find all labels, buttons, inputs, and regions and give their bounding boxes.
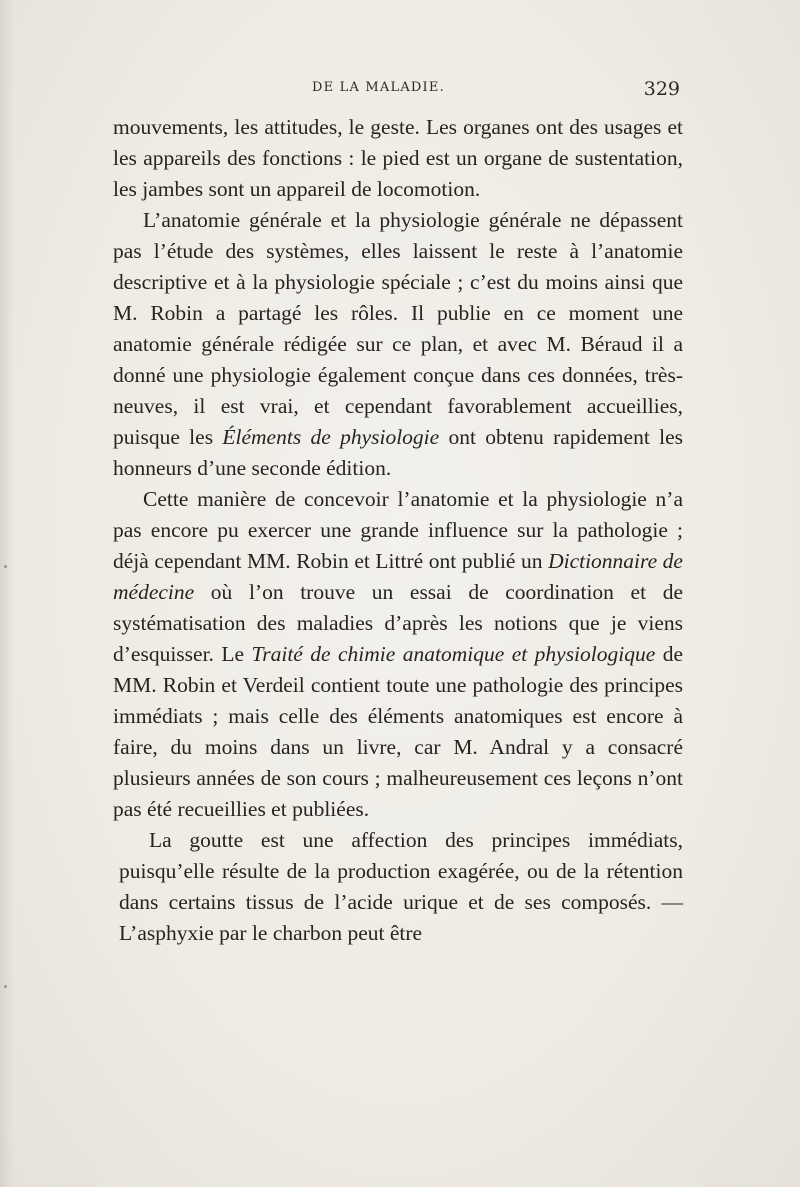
paragraph-2: [113, 205, 683, 484]
book-title-dictionnaire-de-medecine: Dictionnaire de médecine: [113, 549, 683, 604]
text-segment: La goutte est une affection des principes immédiats, puisqu’elle résulte de la production exagérée, ou de la rétention dans certains tissus de l’acide urique et de ses composés. — L’asphyxie par le charbon peut être: [119, 828, 683, 945]
page-number: 329: [643, 78, 680, 100]
paper-speck: [4, 565, 7, 568]
text-segment: mouvements, les attitudes, le geste. Les organes ont des usages et les appareils des fonctions : le pied est un organe de sustentation, les jambes sont un appareil de locomotion.: [113, 115, 683, 201]
body-text: [113, 112, 683, 949]
text-segment: où l’on trouve un essai de coordination et de systématisation des maladies d’après les notions que je viens d’esquisser. Le: [113, 580, 683, 666]
paper-speck: [4, 985, 7, 988]
book-title-traite-de-chimie: Traité de chimie anatomique et physiologique: [251, 642, 656, 666]
text-segment: ont obtenu rapidement les honneurs d’une seconde édition.: [113, 425, 683, 480]
page-gutter-shadow: [0, 0, 14, 1187]
page-header: [112, 78, 682, 102]
running-head: DE LA MALADIE.: [312, 80, 445, 95]
text-segment: L’anatomie générale et la physiologie générale ne dépassent pas l’étude des systèmes, elles laissent le reste à l’anatomie descriptive et à la physiologie spéciale ; c’est du moins ainsi que M. Robin a partagé les rôles. Il publie en ce moment une anatomie générale rédigée sur ce plan, et avec M. Béraud il a donné une physiologie également conçue dans ces données, très-neuves, il est vrai, et cependant favorablement accueillies, puisque les: [113, 208, 683, 449]
book-title-elements-de-physiologie: Éléments de physiologie: [222, 425, 440, 449]
text-segment: de MM. Robin et Verdeil contient toute une pathologie des principes immédiats ; mais celle des éléments anatomiques est encore à faire, du moins dans un livre, car M. Andral y a consacré plusieurs années de son cours ; malheureusement ces leçons n’ont pas été recueillies et publiées.: [113, 642, 684, 821]
paragraph-1: [113, 112, 683, 205]
paragraph-4: [113, 825, 683, 949]
paragraph-3: [113, 484, 683, 825]
text-segment: Cette manière de concevoir l’anatomie et la physiologie n’a pas encore pu exercer une grande influence sur la pathologie ; déjà cependant MM. Robin et Littré ont publié un: [113, 487, 683, 573]
